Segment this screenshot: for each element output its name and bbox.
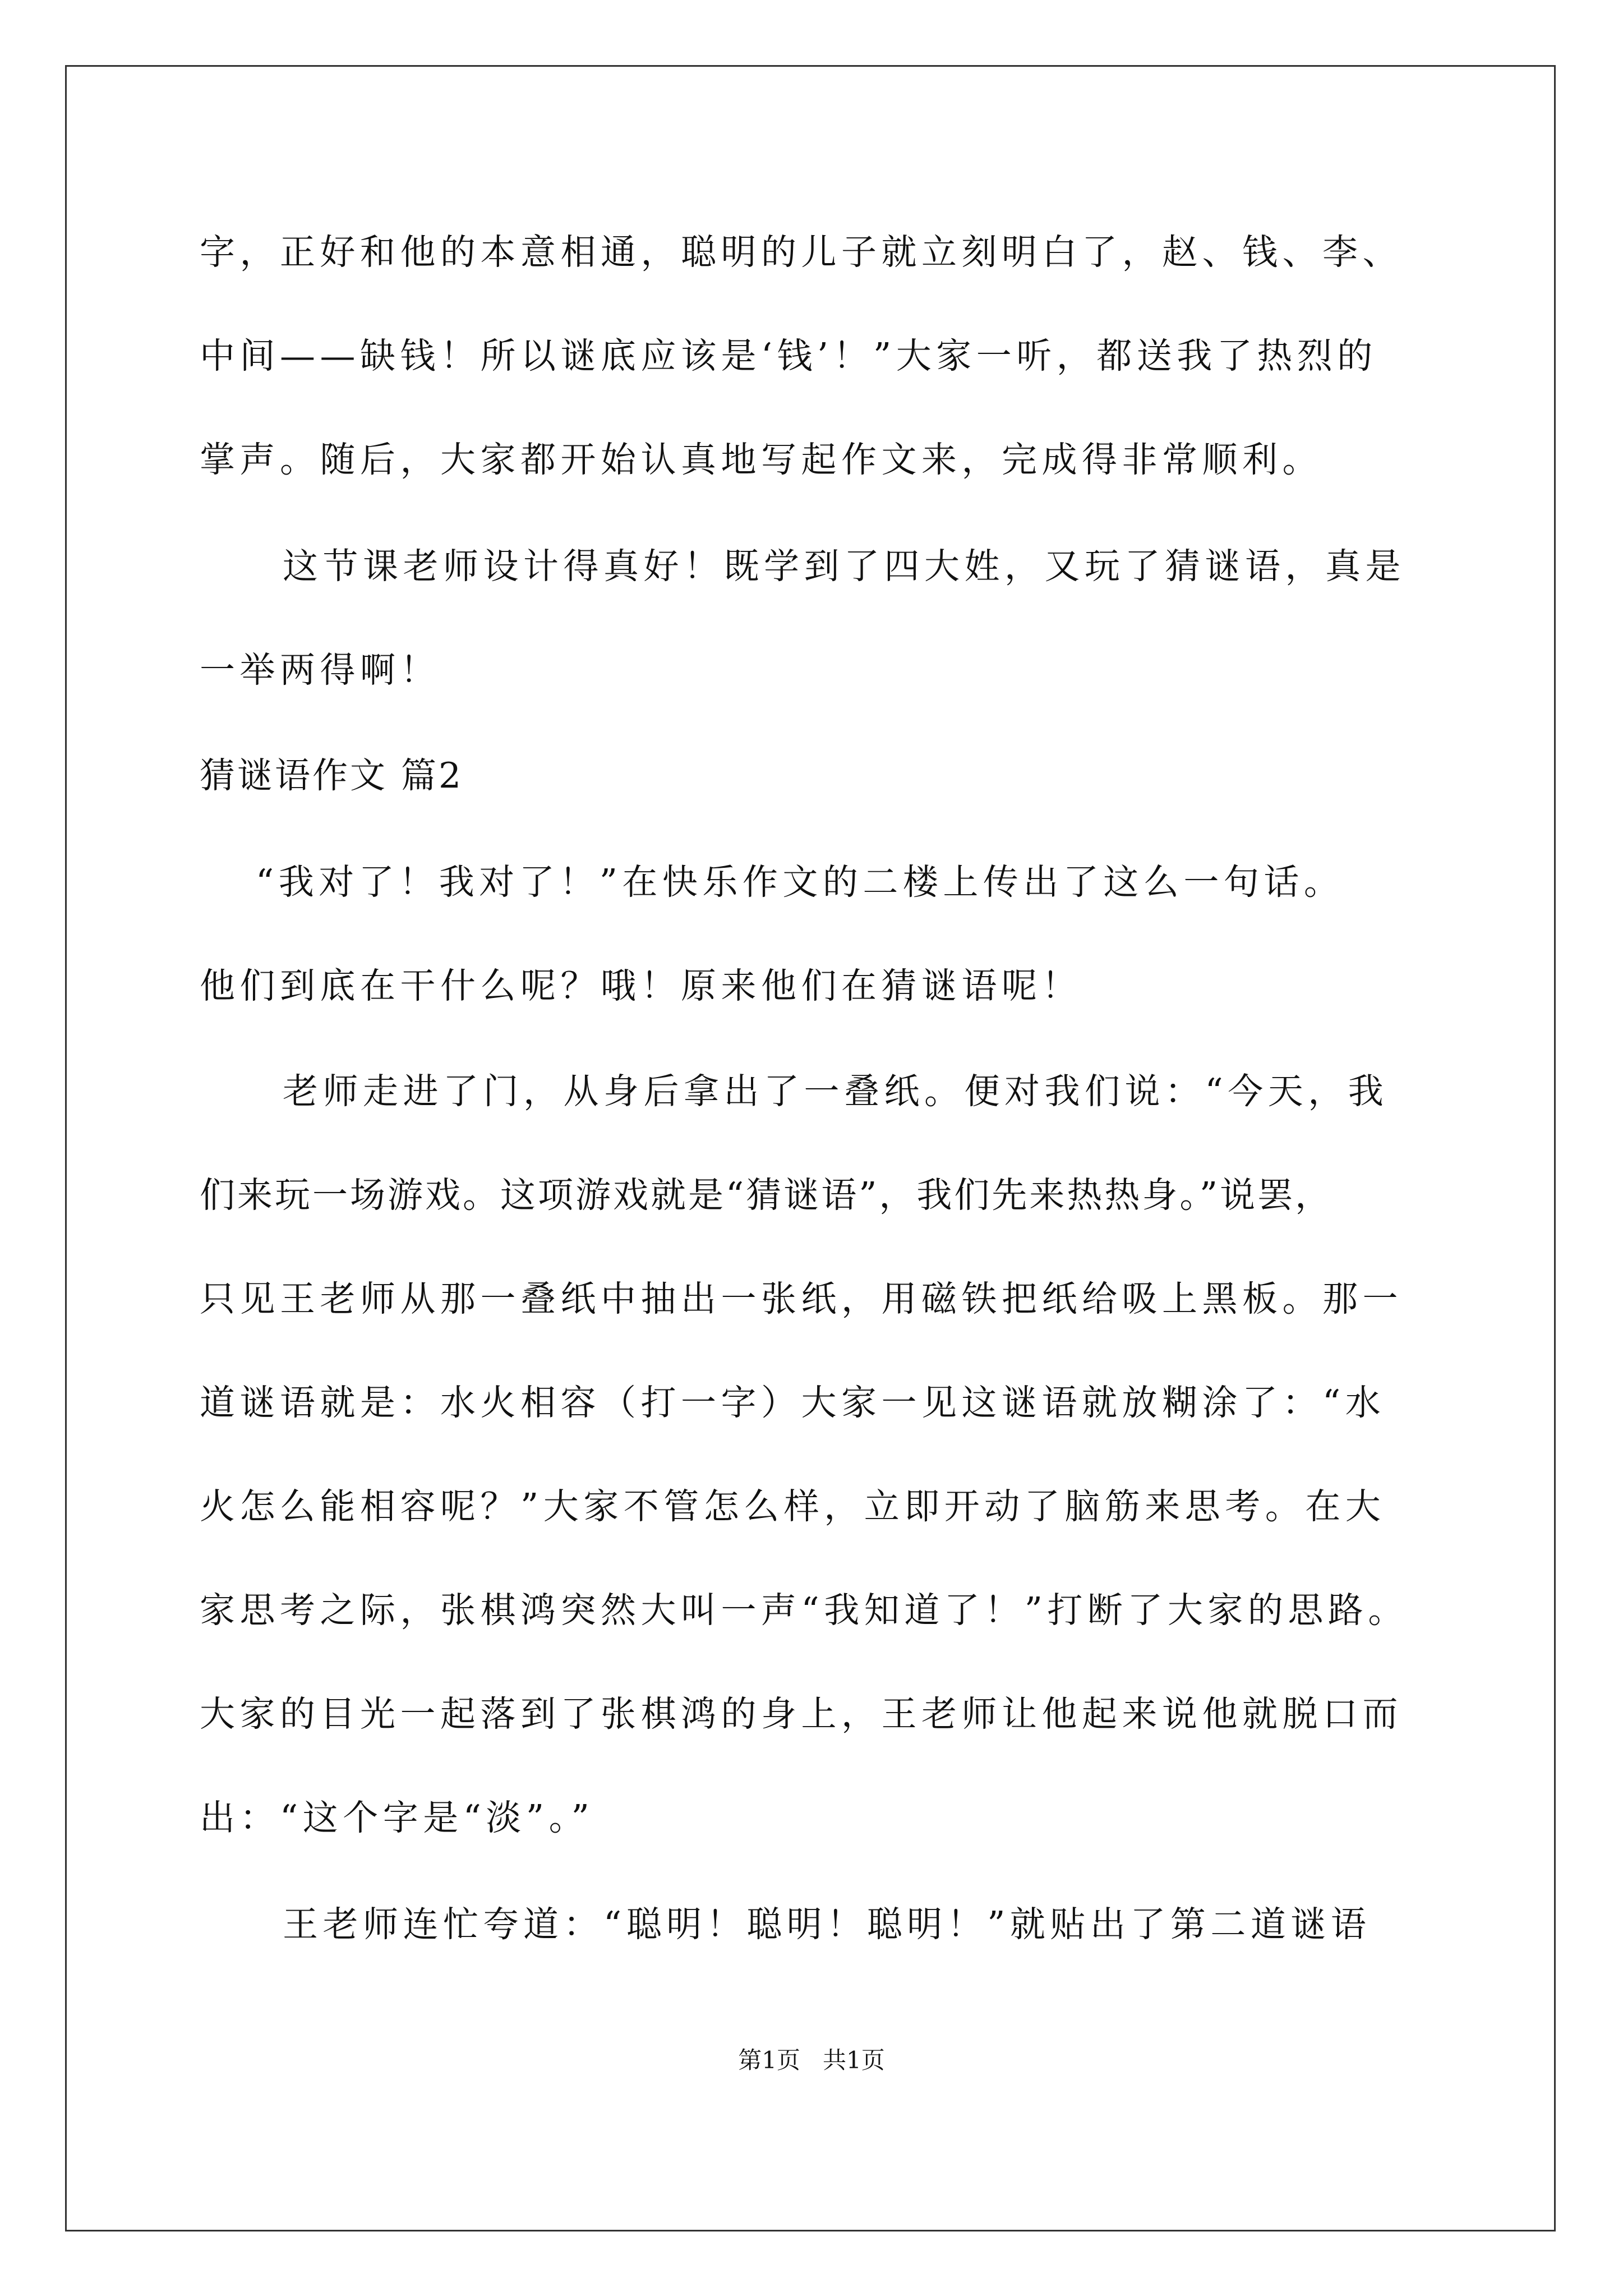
section-heading: 猜谜语作文 篇2	[200, 755, 464, 796]
text-line: 道谜语就是：水火相容（打一字）大家一见这谜语就放糊涂了：“水	[200, 1382, 1386, 1423]
text-line: 一举两得啊！	[200, 650, 440, 691]
text-line: 王老师连忙夸道：“聪明！聪明！聪明！”就贴出了第二道谜语	[283, 1904, 1371, 1945]
text-line: 只见王老师从那一叠纸中抽出一张纸，用磁铁把纸给吸上黑板。那一	[200, 1278, 1403, 1319]
text-line: 中间——缺钱！所以谜底应该是‘钱’！”大家一听，都送我了热烈的	[200, 335, 1377, 376]
text-line: 掌声。随后，大家都开始认真地写起作文来，完成得非常顺利。	[200, 439, 1322, 480]
text-line: 这节课老师设计得真好！既学到了四大姓，又玩了猜谜语，真是	[283, 546, 1405, 587]
text-line: 们来玩一场游戏。这项游戏就是“猜谜语”，我们先来热热身。”说罢，	[200, 1175, 1333, 1216]
text-line: 他们到底在干什么呢？哦！原来他们在猜谜语呢！	[200, 965, 1082, 1006]
text-line: 火怎么能相容呢？”大家不管怎么样，立即开动了脑筋来思考。在大	[200, 1486, 1386, 1527]
text-line: 大家的目光一起落到了张棋鸿的身上，王老师让他起来说他就脱口而	[200, 1694, 1403, 1734]
page-footer: 第1页 共1页	[738, 2046, 885, 2074]
text-line: “我对了！我对了！”在快乐作文的二楼上传出了这么一句话。	[256, 862, 1344, 903]
text-line: 老师走进了门，从身后拿出了一叠纸。便对我们说：“今天，我	[283, 1071, 1389, 1112]
text-line: 出：“这个字是“淡”。”	[200, 1797, 594, 1838]
text-line: 家思考之际，张棋鸿突然大叫一声“我知道了！”打断了大家的思路。	[200, 1590, 1408, 1631]
text-line: 字，正好和他的本意相通，聪明的儿子就立刻明白了，赵、钱、李、	[200, 232, 1403, 273]
